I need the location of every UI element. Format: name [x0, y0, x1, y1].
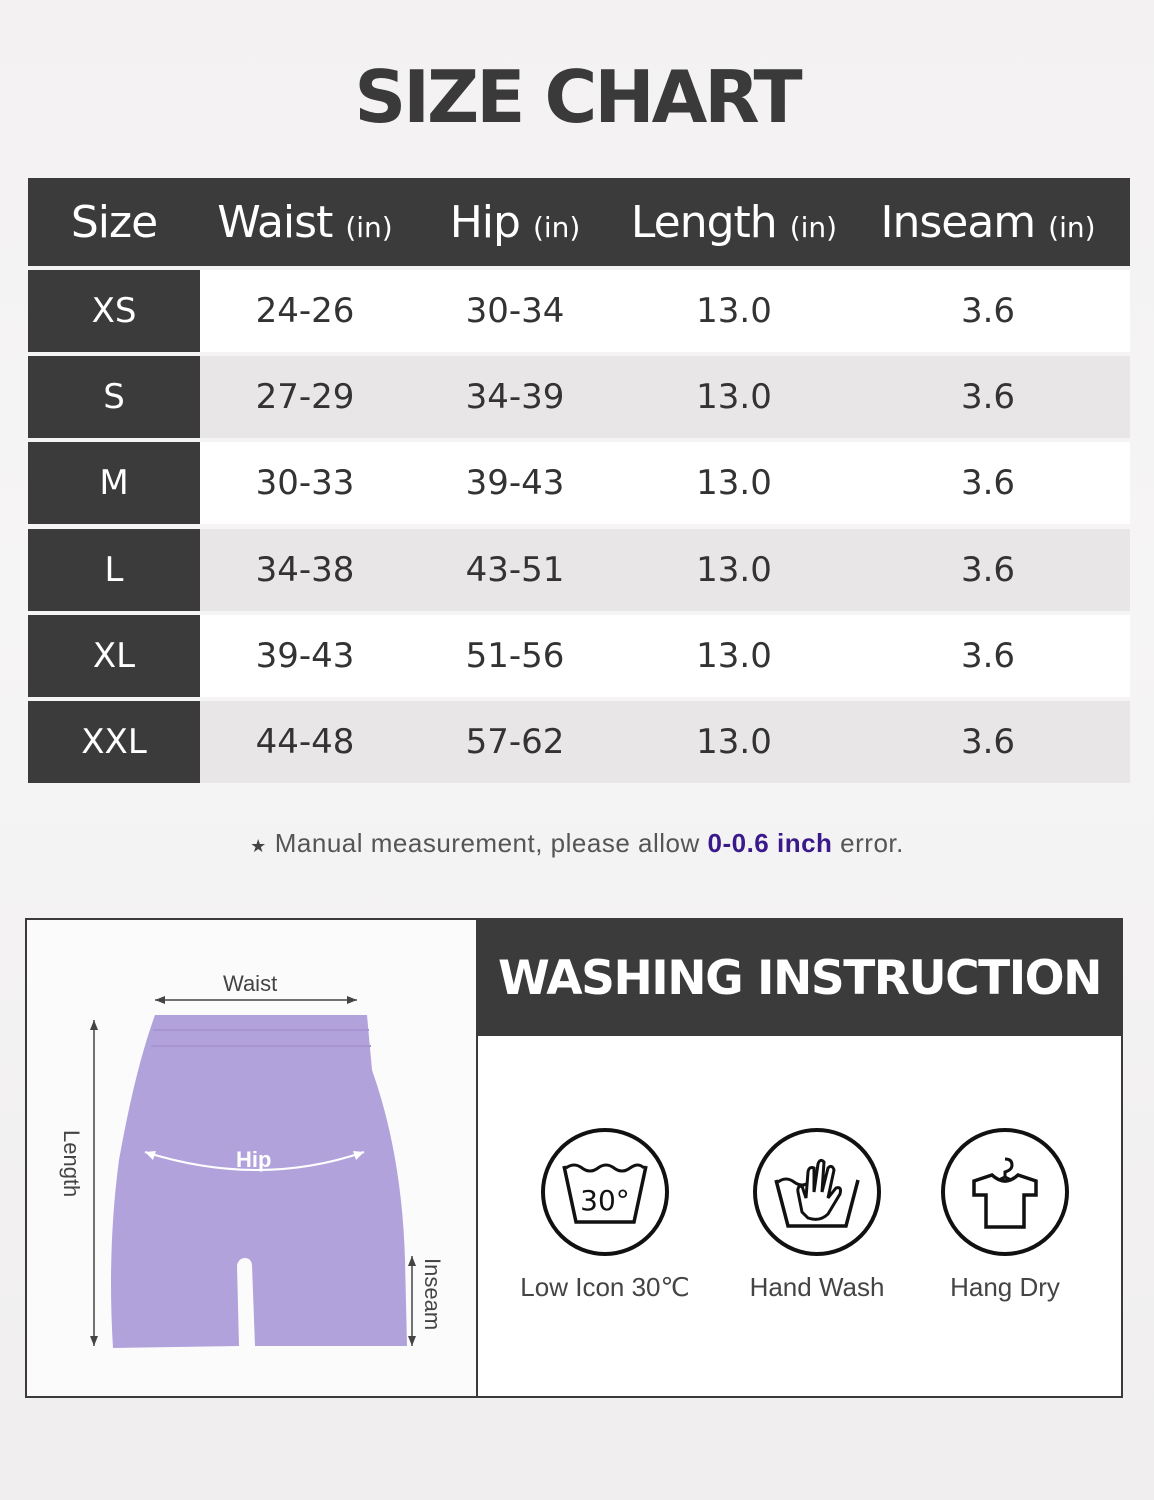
header-hip: Hip (in) [449, 196, 581, 248]
size-cell: XS [28, 270, 200, 352]
table-cell: 3.6 [960, 722, 1016, 762]
table-cell: 3.6 [960, 463, 1016, 504]
table-header [28, 178, 1130, 266]
size-cell: S [28, 356, 200, 438]
length-label: Length [59, 1130, 84, 1198]
size-cell: XXL [28, 701, 200, 783]
header-size: Size [70, 196, 158, 248]
table-cell: 27-29 [255, 377, 355, 418]
table-cell: 57-62 [465, 722, 565, 762]
table-cell: 39-43 [465, 463, 565, 504]
measurement-diagram [27, 920, 478, 1396]
table-cell: 51-56 [465, 635, 565, 676]
table-cell: 44-48 [255, 722, 355, 762]
table-cell: 3.6 [960, 635, 1016, 676]
table-cell: 3.6 [960, 291, 1016, 331]
table-cell: 24-26 [255, 291, 355, 331]
table-row [28, 615, 1130, 697]
error-range: 0-0.6 inch [707, 828, 833, 858]
hip-label: Hip [236, 1147, 272, 1172]
table-row [28, 701, 1130, 783]
hand-wash-icon [753, 1128, 881, 1256]
table-row [28, 529, 1130, 611]
size-table [28, 178, 1130, 780]
table-cell: 13.0 [696, 635, 772, 676]
table-cell: 3.6 [960, 549, 1016, 590]
care-label: Hang Dry [950, 1272, 1060, 1302]
size-cell: M [28, 442, 200, 524]
wash-30-icon [541, 1128, 669, 1256]
header-length: Length (in) [630, 196, 838, 248]
care-item-wash-30 [505, 1128, 705, 1303]
page-title: SIZE CHART [354, 55, 800, 139]
header-waist: Waist (in) [217, 196, 393, 248]
washing-panel [478, 920, 1121, 1396]
washing-title: WASHING INSTRUCTION [478, 920, 1121, 1036]
care-label: Low Icon 30℃ [520, 1272, 690, 1302]
size-cell: XL [28, 615, 200, 697]
care-item-hand-wash [717, 1128, 917, 1303]
table-cell: 13.0 [696, 549, 772, 590]
table-cell: 13.0 [696, 722, 772, 762]
waist-label: Waist [223, 971, 278, 996]
care-item-hang-dry [905, 1128, 1105, 1303]
table-cell: 13.0 [696, 377, 772, 418]
care-label: Hand Wash [749, 1272, 885, 1302]
table-cell: 3.6 [960, 377, 1016, 418]
table-row [28, 442, 1130, 524]
measurement-note: ★ Manual measurement, please allow 0-0.6 inch error. [250, 828, 904, 858]
table-cell: 13.0 [696, 291, 772, 331]
table-cell: 13.0 [696, 463, 772, 504]
svg-text:30°: 30° [580, 1184, 630, 1217]
table-cell: 34-38 [255, 549, 355, 590]
table-row [28, 356, 1130, 438]
table-cell: 30-33 [255, 463, 355, 504]
table-cell: 39-43 [255, 635, 355, 676]
table-cell: 30-34 [465, 291, 565, 331]
inseam-label: Inseam [420, 1258, 445, 1331]
table-cell: 34-39 [465, 377, 565, 418]
info-panels [25, 918, 1123, 1398]
size-cell: L [28, 529, 200, 611]
table-row [28, 270, 1130, 352]
star-icon: ★ [250, 836, 267, 856]
header-inseam: Inseam (in) [880, 196, 1096, 248]
hang-dry-icon [941, 1128, 1069, 1256]
shorts-shape [111, 1015, 407, 1348]
table-cell: 43-51 [465, 549, 565, 590]
